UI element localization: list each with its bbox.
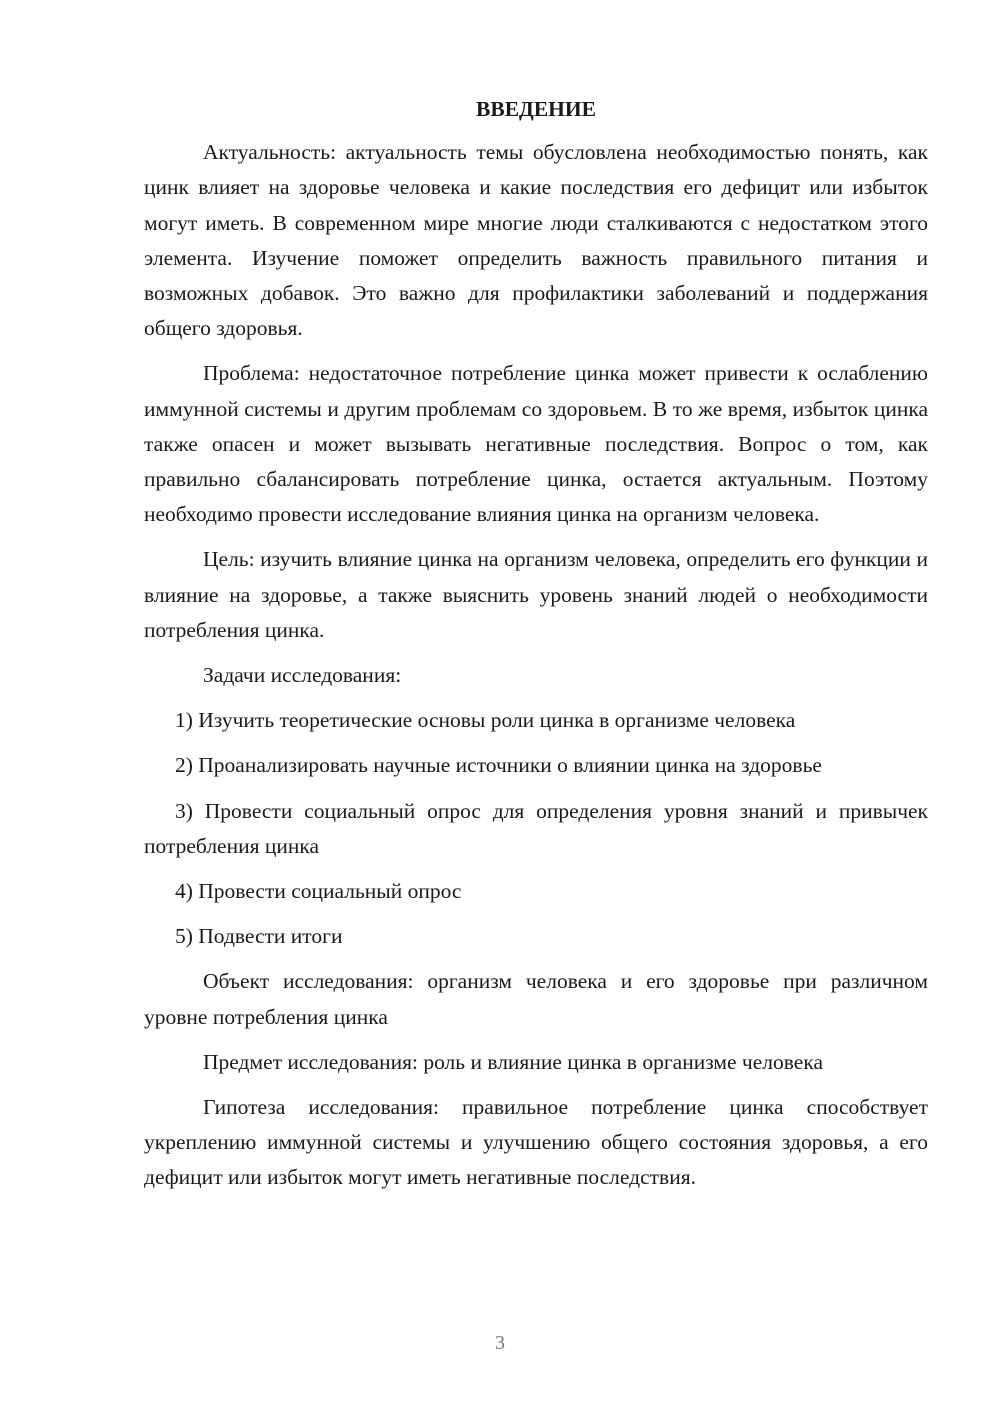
tasks-heading: Задачи исследования: <box>203 663 402 688</box>
subject-paragraph: Предмет исследования: роль и влияние цинка в организме человека <box>203 1049 823 1074</box>
task-item-4: 4) Провести социальный опрос <box>175 879 462 904</box>
page-number: 3 <box>495 1332 505 1354</box>
task-item-2: 2) Проанализировать научные источники о влиянии цинка на здоровье <box>175 753 822 778</box>
section-title: ВВЕДЕНИЕ <box>476 97 596 121</box>
problem-paragraph: Проблема: недостаточное потребление цинка может привести к ослаблению иммунной системы и другим проблемам со здоровьем. В то же время, избыток цинка также опасен и может вызывать негативные последствия. Вопрос о том, как правильно сбалансировать потребление цинка, остается актуальным. Поэтому необходимо провести исследование влияния цинка на организм человека. <box>144 361 928 527</box>
task-item-1: 1) Изучить теоретические основы роли цинка в организме человека <box>175 708 796 733</box>
object-paragraph: Объект исследования: организм человека и его здоровье при различном уровне потребления цинка <box>144 969 928 1029</box>
hypothesis-paragraph: Гипотеза исследования: правильное потребление цинка способствует укреплению иммунной системы и улучшению общего состояния здоровья, а его дефицит или избыток могут иметь негативные последствия. <box>144 1095 928 1190</box>
task-item-5: 5) Подвести итоги <box>175 924 343 949</box>
goal-paragraph: Цель: изучить влияние цинка на организм человека, определить его функции и влияние на здоровье, а также выяснить уровень знаний людей о необходимости потребления цинка. <box>144 547 928 642</box>
task-item-3: 3) Провести социальный опрос для определения уровня знаний и привычек потребления цинка <box>144 798 928 858</box>
page-content <box>144 92 928 1206</box>
relevance-paragraph: Актуальность: актуальность темы обусловлена необходимостью понять, как цинк влияет на здоровье человека и какие последствия его дефицит или избыток могут иметь. В современном мире многие люди сталкиваются с недостатком этого элемента. Изучение поможет определить важность правильного питания и возможных добавок. Это важно для профилактики заболеваний и поддержания общего здоровья. <box>144 140 928 341</box>
